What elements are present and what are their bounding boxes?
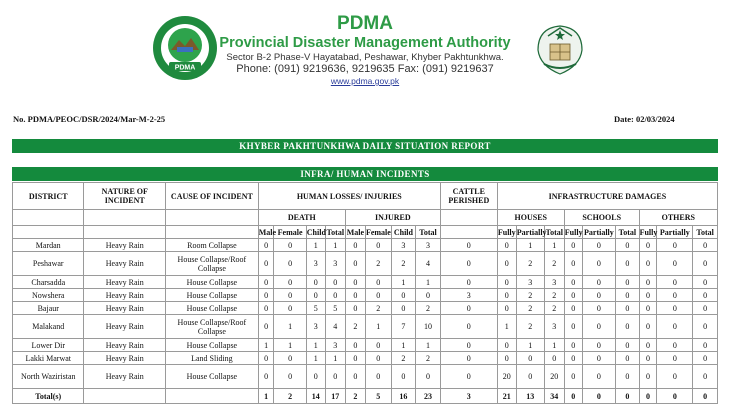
cell-o-t: 0 xyxy=(693,365,718,389)
cell-s-t: 0 xyxy=(616,302,639,315)
org-name: Provincial Disaster Management Authority xyxy=(219,35,511,51)
reference-number: No. PDMA/PEOC/DSR/2024/Mar-M-2-25 xyxy=(13,114,166,124)
cell-h-p: 2 xyxy=(516,302,544,315)
cell-d-m: 0 xyxy=(258,365,274,389)
cell-o-p: 0 xyxy=(657,352,693,365)
totals-row xyxy=(13,389,718,404)
cell-i-m: 0 xyxy=(345,339,365,352)
cell-d-f: 0 xyxy=(274,302,306,315)
cell-d-t: 0 xyxy=(325,276,345,289)
cell-h-t: 20 xyxy=(544,365,564,389)
cell-s-f: 0 xyxy=(564,339,582,352)
cell-district: Nowshera xyxy=(13,289,84,302)
cell-s-t: 0 xyxy=(616,239,639,252)
table-row xyxy=(13,315,718,339)
col-death-child: Child xyxy=(306,227,326,237)
col-cattle: CATTLE PERISHED xyxy=(440,183,497,210)
col-death-female: Female xyxy=(274,226,306,239)
cell-i-t: 1 xyxy=(416,339,441,352)
total-d-f: 2 xyxy=(274,389,306,404)
org-website-link[interactable]: www.pdma.gov.pk xyxy=(330,76,400,86)
cell-h-t: 0 xyxy=(544,352,564,365)
cell-cause: Room Collapse xyxy=(166,239,259,252)
total-h-f: 21 xyxy=(497,389,516,404)
cell-s-t: 0 xyxy=(616,339,639,352)
cell-d-f: 1 xyxy=(274,315,306,339)
cell-o-t: 0 xyxy=(693,239,718,252)
col-death-total: Total xyxy=(326,227,345,237)
col-others-partially: Partially xyxy=(657,226,693,239)
cell-i-m: 0 xyxy=(345,289,365,302)
total-s-t: 0 xyxy=(616,389,639,404)
col-schools-fully: Fully xyxy=(564,227,583,237)
cell-nature: Heavy Rain xyxy=(84,252,166,276)
table-row xyxy=(13,289,718,302)
cell-o-p: 0 xyxy=(657,365,693,389)
cell-i-f: 0 xyxy=(365,239,391,252)
cell-i-t: 2 xyxy=(416,302,441,315)
cell-o-t: 0 xyxy=(693,252,718,276)
letterhead xyxy=(200,14,530,87)
table-row xyxy=(13,239,718,252)
cell-s-p: 0 xyxy=(582,252,616,276)
col-cause: CAUSE OF INCIDENT xyxy=(166,183,259,210)
total-i-t: 23 xyxy=(416,389,441,404)
cell-h-f: 0 xyxy=(497,339,516,352)
cell-o-p: 0 xyxy=(657,252,693,276)
cell-s-p: 0 xyxy=(582,289,616,302)
cell-district: Peshawar xyxy=(13,252,84,276)
cell-h-p: 0 xyxy=(516,365,544,389)
col-houses-total: Total xyxy=(545,227,563,237)
cell-h-p: 3 xyxy=(516,276,544,289)
cell-o-p: 0 xyxy=(657,339,693,352)
cell-h-f: 0 xyxy=(497,302,516,315)
cell-d-m: 1 xyxy=(258,339,274,352)
cell-i-t: 1 xyxy=(416,276,441,289)
report-title: KHYBER PAKHTUNKHWA DAILY SITUATION REPORT xyxy=(12,139,718,153)
totals-empty-cell xyxy=(166,389,259,404)
cell-d-t: 5 xyxy=(325,302,345,315)
cell-h-f: 0 xyxy=(497,276,516,289)
cell-h-f: 20 xyxy=(497,365,516,389)
cell-i-t: 10 xyxy=(416,315,441,339)
col-infrastructure: INFRASTRUCTURE DAMAGES xyxy=(497,183,717,210)
cell-s-t: 0 xyxy=(616,276,639,289)
total-o-t: 0 xyxy=(693,389,718,404)
cell-nature: Heavy Rain xyxy=(84,289,166,302)
cell-cattle: 0 xyxy=(440,339,497,352)
cell-district: Lakki Marwat xyxy=(13,352,84,365)
totals-label: Total(s) xyxy=(13,389,84,404)
col-houses-fully: Fully xyxy=(497,227,516,237)
cell-s-f: 0 xyxy=(564,239,582,252)
cell-d-f: 0 xyxy=(274,289,306,302)
col-schools-total: Total xyxy=(616,226,639,239)
logo-text: PDMA xyxy=(174,64,196,72)
cell-s-p: 0 xyxy=(582,339,616,352)
cell-s-p: 0 xyxy=(582,302,616,315)
cell-i-f: 0 xyxy=(365,365,391,389)
cell-d-c: 0 xyxy=(306,289,325,302)
cell-s-t: 0 xyxy=(616,315,639,339)
total-s-p: 0 xyxy=(582,389,616,404)
cell-h-p: 0 xyxy=(516,352,544,365)
cell-d-m: 0 xyxy=(258,252,274,276)
total-d-m: 1 xyxy=(258,389,274,404)
table-row xyxy=(13,365,718,389)
table-row xyxy=(13,276,718,289)
cell-cause: House Collapse/Roof Collapse xyxy=(166,315,259,339)
total-h-t: 34 xyxy=(544,389,564,404)
cell-i-c: 1 xyxy=(391,339,416,352)
cell-i-c: 0 xyxy=(391,365,416,389)
col-schools-partially: Partially xyxy=(584,227,614,237)
cell-s-t: 0 xyxy=(616,289,639,302)
cell-cause: House Collapse xyxy=(166,276,259,289)
cell-i-f: 2 xyxy=(365,252,391,276)
cell-s-f: 0 xyxy=(564,289,582,302)
cell-cause: House Collapse xyxy=(166,289,259,302)
col-human-losses: HUMAN LOSSES/ INJURIES xyxy=(258,183,440,210)
cell-d-m: 0 xyxy=(258,276,274,289)
cell-d-t: 3 xyxy=(325,339,345,352)
cell-o-p: 0 xyxy=(657,302,693,315)
cell-s-p: 0 xyxy=(582,365,616,389)
total-o-f: 0 xyxy=(639,389,657,404)
cell-s-t: 0 xyxy=(616,365,639,389)
total-i-f: 5 xyxy=(365,389,391,404)
cell-h-t: 1 xyxy=(544,239,564,252)
col-houses-partially: Partially xyxy=(516,227,547,237)
cell-cattle: 0 xyxy=(440,352,497,365)
cell-nature: Heavy Rain xyxy=(84,315,166,339)
cell-cause: House Collapse xyxy=(166,365,259,389)
cell-o-f: 0 xyxy=(639,339,657,352)
cell-s-p: 0 xyxy=(582,352,616,365)
col-injured: INJURED xyxy=(345,210,440,226)
cell-i-t: 2 xyxy=(416,352,441,365)
cell-i-m: 0 xyxy=(345,276,365,289)
cell-d-f: 1 xyxy=(274,339,306,352)
cell-o-f: 0 xyxy=(639,315,657,339)
cell-s-f: 0 xyxy=(564,276,582,289)
cell-o-t: 0 xyxy=(693,352,718,365)
table-row xyxy=(13,352,718,365)
cell-o-f: 0 xyxy=(639,302,657,315)
cell-s-p: 0 xyxy=(582,315,616,339)
cell-d-t: 1 xyxy=(325,352,345,365)
cell-h-f: 1 xyxy=(497,315,516,339)
cell-s-f: 0 xyxy=(564,302,582,315)
cell-i-c: 7 xyxy=(391,315,416,339)
col-injured-child: Child xyxy=(391,226,416,239)
cell-d-c: 1 xyxy=(306,239,325,252)
cell-h-t: 3 xyxy=(544,276,564,289)
cell-d-t: 3 xyxy=(325,252,345,276)
cell-nature: Heavy Rain xyxy=(84,339,166,352)
cell-district: Lower Dir xyxy=(13,339,84,352)
cell-d-f: 0 xyxy=(274,352,306,365)
cell-nature: Heavy Rain xyxy=(84,276,166,289)
cell-d-c: 0 xyxy=(306,365,325,389)
cell-d-t: 0 xyxy=(325,289,345,302)
cell-d-c: 0 xyxy=(306,276,325,289)
col-death-male: Male xyxy=(258,227,277,237)
cell-h-p: 2 xyxy=(516,252,544,276)
total-i-m: 2 xyxy=(345,389,365,404)
table-row xyxy=(13,252,718,276)
cell-i-c: 0 xyxy=(391,289,416,302)
report-date: Date: 02/03/2024 xyxy=(614,114,675,124)
cell-o-f: 0 xyxy=(639,352,657,365)
cell-i-f: 0 xyxy=(365,289,391,302)
cell-i-f: 0 xyxy=(365,339,391,352)
total-d-t: 17 xyxy=(325,389,345,404)
cell-i-m: 0 xyxy=(345,239,365,252)
cell-d-m: 0 xyxy=(258,352,274,365)
cell-cause: House Collapse xyxy=(166,302,259,315)
cell-s-f: 0 xyxy=(564,365,582,389)
cell-d-f: 0 xyxy=(274,252,306,276)
cell-d-t: 0 xyxy=(325,365,345,389)
cell-s-f: 0 xyxy=(564,252,582,276)
org-acronym: PDMA xyxy=(337,13,393,34)
cell-d-c: 1 xyxy=(306,352,325,365)
cell-i-c: 2 xyxy=(391,252,416,276)
col-houses: HOUSES xyxy=(497,210,564,226)
cell-i-f: 0 xyxy=(365,276,391,289)
cell-cattle: 0 xyxy=(440,252,497,276)
cell-o-p: 0 xyxy=(657,315,693,339)
cell-d-c: 5 xyxy=(306,302,325,315)
cell-i-m: 0 xyxy=(345,365,365,389)
section-title: INFRA/ HUMAN INCIDENTS xyxy=(12,167,718,181)
cell-s-t: 0 xyxy=(616,352,639,365)
cell-district: North Waziristan xyxy=(13,365,84,389)
cell-h-f: 0 xyxy=(497,252,516,276)
cell-i-m: 0 xyxy=(345,352,365,365)
cell-h-t: 2 xyxy=(544,289,564,302)
cell-cattle: 0 xyxy=(440,239,497,252)
cell-cattle: 0 xyxy=(440,302,497,315)
cell-d-f: 0 xyxy=(274,276,306,289)
incidents-table xyxy=(12,182,718,404)
cell-d-c: 1 xyxy=(306,339,325,352)
cell-i-c: 0 xyxy=(391,302,416,315)
cell-o-p: 0 xyxy=(657,239,693,252)
cell-s-f: 0 xyxy=(564,352,582,365)
cell-i-t: 3 xyxy=(416,239,441,252)
cell-o-p: 0 xyxy=(657,289,693,302)
col-nature: NATURE OF INCIDENT xyxy=(84,183,166,210)
cell-d-m: 0 xyxy=(258,239,274,252)
cell-h-p: 2 xyxy=(516,289,544,302)
org-phone: Phone: (091) 9219636, 9219635 Fax: (091) 9219637 xyxy=(236,63,494,75)
cell-h-f: 0 xyxy=(497,352,516,365)
cell-i-f: 2 xyxy=(365,302,391,315)
cell-d-m: 0 xyxy=(258,289,274,302)
col-death: DEATH xyxy=(258,210,345,226)
cell-i-c: 3 xyxy=(391,239,416,252)
table-row xyxy=(13,339,718,352)
col-others-fully: Fully xyxy=(639,227,658,237)
cell-i-t: 0 xyxy=(416,365,441,389)
cell-district: Mardan xyxy=(13,239,84,252)
cell-o-p: 0 xyxy=(657,276,693,289)
cell-d-m: 0 xyxy=(258,315,274,339)
cell-o-t: 0 xyxy=(693,315,718,339)
cell-i-m: 2 xyxy=(345,315,365,339)
cell-nature: Heavy Rain xyxy=(84,352,166,365)
cell-h-t: 2 xyxy=(544,252,564,276)
cell-d-f: 0 xyxy=(274,239,306,252)
cell-i-f: 1 xyxy=(365,315,391,339)
cell-d-c: 3 xyxy=(306,252,325,276)
cell-o-t: 0 xyxy=(693,339,718,352)
col-others-total: Total xyxy=(693,226,718,239)
cell-nature: Heavy Rain xyxy=(84,239,166,252)
cell-o-f: 0 xyxy=(639,239,657,252)
cell-o-f: 0 xyxy=(639,252,657,276)
cell-d-f: 0 xyxy=(274,365,306,389)
cell-i-c: 1 xyxy=(391,276,416,289)
cell-o-f: 0 xyxy=(639,276,657,289)
cell-d-t: 4 xyxy=(325,315,345,339)
cell-h-p: 2 xyxy=(516,315,544,339)
total-o-p: 0 xyxy=(657,389,693,404)
cell-cause: Land Sliding xyxy=(166,352,259,365)
cell-o-f: 0 xyxy=(639,365,657,389)
cell-s-p: 0 xyxy=(582,276,616,289)
cell-i-t: 0 xyxy=(416,289,441,302)
cell-i-m: 0 xyxy=(345,302,365,315)
cell-o-f: 0 xyxy=(639,289,657,302)
kp-government-emblem xyxy=(530,20,590,80)
cell-i-c: 2 xyxy=(391,352,416,365)
cell-cause: House Collapse xyxy=(166,339,259,352)
cell-h-p: 1 xyxy=(516,239,544,252)
total-s-f: 0 xyxy=(564,389,582,404)
cell-s-f: 0 xyxy=(564,315,582,339)
cell-nature: Heavy Rain xyxy=(84,365,166,389)
cell-h-t: 2 xyxy=(544,302,564,315)
total-d-c: 14 xyxy=(306,389,325,404)
cell-h-f: 0 xyxy=(497,289,516,302)
totals-empty-cell xyxy=(84,389,166,404)
col-district: DISTRICT xyxy=(13,183,84,210)
cell-o-t: 0 xyxy=(693,302,718,315)
cell-h-t: 1 xyxy=(544,339,564,352)
total-h-p: 13 xyxy=(516,389,544,404)
cell-district: Malakand xyxy=(13,315,84,339)
cell-h-p: 1 xyxy=(516,339,544,352)
cell-i-f: 0 xyxy=(365,352,391,365)
cell-cattle: 0 xyxy=(440,276,497,289)
cell-o-t: 0 xyxy=(693,276,718,289)
cell-d-c: 3 xyxy=(306,315,325,339)
col-injured-male: Male xyxy=(346,227,365,237)
cell-cattle: 0 xyxy=(440,315,497,339)
col-injured-female: Female xyxy=(365,227,391,237)
table-row xyxy=(13,302,718,315)
cell-i-t: 4 xyxy=(416,252,441,276)
cell-district: Bajaur xyxy=(13,302,84,315)
col-others: OTHERS xyxy=(639,210,717,226)
cell-d-t: 1 xyxy=(325,239,345,252)
col-injured-total: Total xyxy=(416,226,441,239)
total-cattle: 3 xyxy=(440,389,497,404)
cell-h-f: 0 xyxy=(497,239,516,252)
org-address: Sector B-2 Phase-V Hayatabad, Peshawar, Khyber Pakhtunkhwa. xyxy=(226,52,504,63)
cell-cattle: 3 xyxy=(440,289,497,302)
cell-o-t: 0 xyxy=(693,289,718,302)
cell-nature: Heavy Rain xyxy=(84,302,166,315)
col-schools: SCHOOLS xyxy=(564,210,639,226)
cell-cause: House Collapse/Roof Collapse xyxy=(166,252,259,276)
cell-s-t: 0 xyxy=(616,252,639,276)
cell-i-m: 0 xyxy=(345,252,365,276)
cell-h-t: 3 xyxy=(544,315,564,339)
total-i-c: 16 xyxy=(391,389,416,404)
cell-d-m: 0 xyxy=(258,302,274,315)
cell-district: Charsadda xyxy=(13,276,84,289)
cell-s-p: 0 xyxy=(582,239,616,252)
cell-cattle: 0 xyxy=(440,365,497,389)
